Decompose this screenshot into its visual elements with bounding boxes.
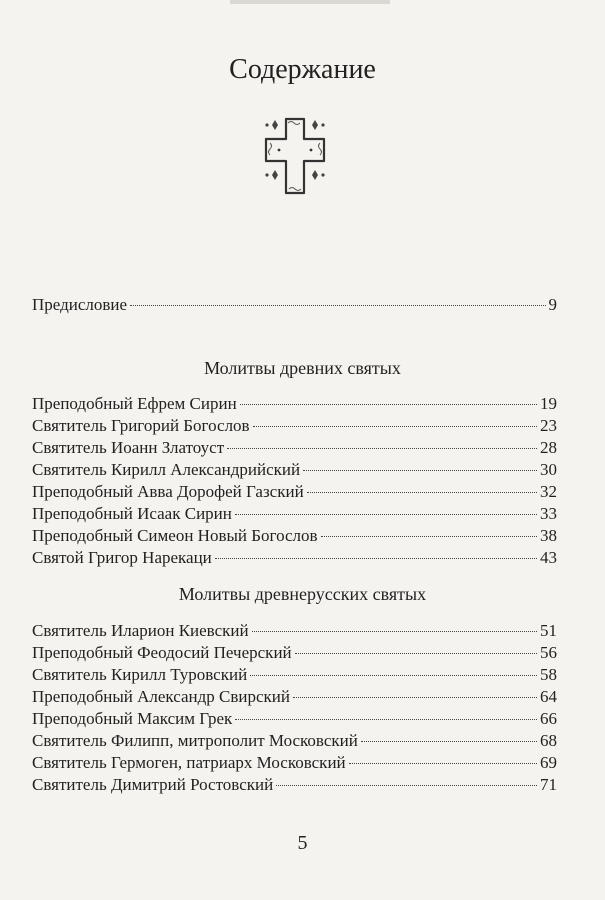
toc-entry xyxy=(32,526,557,548)
toc-entry xyxy=(32,731,557,753)
dot-leader xyxy=(235,513,537,515)
toc-entry xyxy=(32,482,557,504)
dot-leader xyxy=(349,762,537,764)
dot-leader xyxy=(227,447,537,449)
toc-entry-page: 71 xyxy=(540,775,557,794)
page-title: Содержание xyxy=(229,54,376,85)
dot-leader xyxy=(130,304,545,306)
dot-leader xyxy=(295,652,537,654)
toc-entry-label: Святитель Иларион Киевский xyxy=(32,621,249,640)
dot-leader xyxy=(215,557,537,559)
toc-entry-page: 43 xyxy=(540,548,557,567)
dot-leader xyxy=(252,630,537,632)
toc-entry-page: 19 xyxy=(540,394,557,413)
toc-entry-label: Святитель Кирилл Туровский xyxy=(32,665,248,684)
toc-entry-page: 66 xyxy=(540,709,557,728)
toc-entry-label: Преподобный Исаак Сирин xyxy=(32,504,232,523)
toc-entry-label: Святой Григор Нарекаци xyxy=(32,548,212,567)
toc-entry xyxy=(32,504,557,526)
toc-entry-label: Святитель Иоанн Златоуст xyxy=(32,438,225,457)
toc-entry-label: Святитель Димитрий Ростовский xyxy=(32,775,274,794)
toc-entry-page: 68 xyxy=(540,731,557,750)
toc-entry-label: Преподобный Максим Грек xyxy=(32,709,233,728)
toc-entry xyxy=(32,416,557,438)
dot-leader xyxy=(321,535,537,537)
toc-entry-page: 23 xyxy=(540,416,557,435)
toc-entry-page: 28 xyxy=(540,438,557,457)
toc-entry-page: 51 xyxy=(540,621,557,640)
dot-leader xyxy=(303,469,537,471)
toc-entry-page: 9 xyxy=(548,295,557,314)
dot-leader xyxy=(240,403,537,405)
toc-entry-label: Преподобный Ефрем Сирин xyxy=(32,394,237,413)
toc-entry xyxy=(32,709,557,731)
toc-entry xyxy=(32,548,557,570)
section-title: Молитвы древних святых xyxy=(204,358,401,378)
toc-entry-label: Преподобный Симеон Новый Богослов xyxy=(32,526,318,545)
toc-entry xyxy=(32,438,557,460)
cross-ornament-icon xyxy=(262,113,328,199)
toc-entry-label: Святитель Гермоген, патриарх Московский xyxy=(32,753,346,772)
toc-entry-page: 56 xyxy=(540,643,557,662)
toc-entry xyxy=(32,775,557,797)
toc-entry-page: 32 xyxy=(540,482,557,501)
toc-entry-label: Преподобный Феодосий Печерский xyxy=(32,643,292,662)
dot-leader xyxy=(361,740,537,742)
toc-entry xyxy=(32,394,557,416)
toc-entry xyxy=(32,643,557,665)
toc-entry-page: 58 xyxy=(540,665,557,684)
toc-entry-label: Святитель Григорий Богослов xyxy=(32,416,250,435)
toc-entry-page: 30 xyxy=(540,460,557,479)
dot-leader xyxy=(235,718,537,720)
dot-leader xyxy=(253,425,537,427)
toc-entry-label: Преподобный Александр Свирский xyxy=(32,687,290,706)
toc-entry-label: Святитель Филипп, митрополит Московский xyxy=(32,731,358,750)
dot-leader xyxy=(307,491,537,493)
toc-entry-page: 38 xyxy=(540,526,557,545)
toc-entry xyxy=(32,460,557,482)
page-number: 5 xyxy=(297,832,308,854)
toc-entry xyxy=(32,753,557,775)
toc-entry xyxy=(32,687,557,709)
page-top-edge xyxy=(230,0,390,4)
toc-entry-page: 33 xyxy=(540,504,557,523)
toc-entry-preface xyxy=(32,295,557,317)
toc-entry-label: Святитель Кирилл Александрийский xyxy=(32,460,301,479)
toc-entry xyxy=(32,665,557,687)
toc-entry xyxy=(32,621,557,643)
dot-leader xyxy=(250,674,537,676)
section-title: Молитвы древнерусских святых xyxy=(178,584,427,604)
dot-leader xyxy=(293,696,537,698)
toc-entry-label: Предисловие xyxy=(32,295,128,314)
dot-leader xyxy=(276,784,537,786)
toc-entry-label: Преподобный Авва Дорофей Газский xyxy=(32,482,304,501)
toc-entry-page: 69 xyxy=(540,753,557,772)
toc-entry-page: 64 xyxy=(540,687,557,706)
